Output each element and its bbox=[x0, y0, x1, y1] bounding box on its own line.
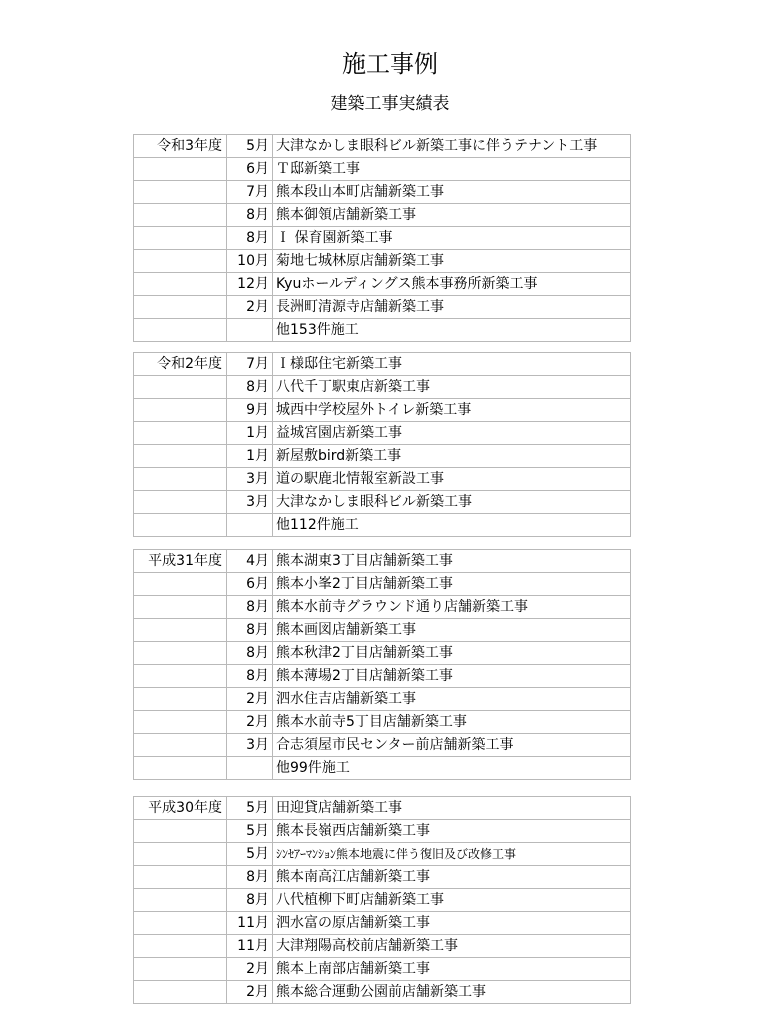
fiscal-year-cell bbox=[134, 158, 227, 181]
fiscal-year-cell bbox=[134, 491, 227, 514]
table-row bbox=[134, 665, 631, 688]
fiscal-year-cell bbox=[134, 227, 227, 250]
project-name-cell: Ｔ邸新築工事 bbox=[273, 158, 631, 181]
project-name-cell: 熊本小峯2丁目店舗新築工事 bbox=[273, 573, 631, 596]
month-cell: 8月 bbox=[227, 866, 273, 889]
month-cell: 6月 bbox=[227, 158, 273, 181]
table-row bbox=[134, 353, 631, 376]
fiscal-year-cell: 平成31年度 bbox=[134, 550, 227, 573]
project-name-cell: 大津なかしま眼科ビル新築工事 bbox=[273, 491, 631, 514]
table-row bbox=[134, 135, 631, 158]
works-table-reiwa3 bbox=[133, 134, 631, 342]
project-name-cell: 八代千丁駅東店新築工事 bbox=[273, 376, 631, 399]
table-row bbox=[134, 468, 631, 491]
month-cell bbox=[227, 514, 273, 537]
fiscal-year-cell bbox=[134, 181, 227, 204]
table-row bbox=[134, 445, 631, 468]
project-name-cell: 熊本御領店舗新築工事 bbox=[273, 204, 631, 227]
month-cell: 2月 bbox=[227, 958, 273, 981]
table-row bbox=[134, 514, 631, 537]
fiscal-year-cell bbox=[134, 665, 227, 688]
table-row bbox=[134, 734, 631, 757]
page-subtitle: 建築工事実績表 bbox=[330, 94, 450, 114]
project-name-cell: 益城宮園店新築工事 bbox=[273, 422, 631, 445]
table-row bbox=[134, 866, 631, 889]
month-cell: 4月 bbox=[227, 550, 273, 573]
table-row bbox=[134, 981, 631, 1004]
project-name-cell: 熊本段山本町店舗新築工事 bbox=[273, 181, 631, 204]
fiscal-year-cell bbox=[134, 711, 227, 734]
project-name-cell: 八代植柳下町店舗新築工事 bbox=[273, 889, 631, 912]
month-cell: 12月 bbox=[227, 273, 273, 296]
page-title: 施工事例 bbox=[342, 50, 438, 78]
fiscal-year-cell: 平成30年度 bbox=[134, 797, 227, 820]
month-cell: 6月 bbox=[227, 573, 273, 596]
project-name-cell: 泗水住吉店舗新築工事 bbox=[273, 688, 631, 711]
month-cell: 5月 bbox=[227, 135, 273, 158]
fiscal-year-cell: 令和2年度 bbox=[134, 353, 227, 376]
fiscal-year-cell bbox=[134, 866, 227, 889]
month-cell: 7月 bbox=[227, 353, 273, 376]
month-cell: 5月 bbox=[227, 797, 273, 820]
month-cell: 3月 bbox=[227, 491, 273, 514]
month-cell: 8月 bbox=[227, 619, 273, 642]
table-row bbox=[134, 642, 631, 665]
month-cell: 11月 bbox=[227, 935, 273, 958]
fiscal-year-cell bbox=[134, 688, 227, 711]
fiscal-year-cell bbox=[134, 376, 227, 399]
table-row bbox=[134, 797, 631, 820]
table-row bbox=[134, 935, 631, 958]
fiscal-year-cell bbox=[134, 843, 227, 866]
table-row bbox=[134, 319, 631, 342]
month-cell: 2月 bbox=[227, 296, 273, 319]
table-row bbox=[134, 688, 631, 711]
project-name-cell: 大津翔陽高校前店舗新築工事 bbox=[273, 935, 631, 958]
fiscal-year-cell bbox=[134, 204, 227, 227]
project-name-cell: 他153件施工 bbox=[273, 319, 631, 342]
table-row bbox=[134, 181, 631, 204]
month-cell: 8月 bbox=[227, 642, 273, 665]
fiscal-year-cell bbox=[134, 573, 227, 596]
month-cell: 2月 bbox=[227, 711, 273, 734]
project-name-cell: 城西中学校屋外トイレ新築工事 bbox=[273, 399, 631, 422]
fiscal-year-cell bbox=[134, 912, 227, 935]
table-row bbox=[134, 422, 631, 445]
fiscal-year-cell bbox=[134, 250, 227, 273]
table-row bbox=[134, 820, 631, 843]
project-name-cell: 新屋敷bird新築工事 bbox=[273, 445, 631, 468]
fiscal-year-cell bbox=[134, 757, 227, 780]
project-name-cell: 熊本総合運動公園前店舗新築工事 bbox=[273, 981, 631, 1004]
table-row bbox=[134, 376, 631, 399]
project-name-cell: 他99件施工 bbox=[273, 757, 631, 780]
project-name-cell: 菊地七城林原店舗新築工事 bbox=[273, 250, 631, 273]
month-cell: 5月 bbox=[227, 843, 273, 866]
project-name-cell: 熊本長嶺西店舗新築工事 bbox=[273, 820, 631, 843]
project-name-cell: Ｉ様邸住宅新築工事 bbox=[273, 353, 631, 376]
month-cell: 1月 bbox=[227, 445, 273, 468]
table-row bbox=[134, 912, 631, 935]
project-name-cell: 長洲町清源寺店舗新築工事 bbox=[273, 296, 631, 319]
fiscal-year-cell bbox=[134, 981, 227, 1004]
project-name-cell: 大津なかしま眼科ビル新築工事に伴うテナント工事 bbox=[273, 135, 631, 158]
month-cell bbox=[227, 319, 273, 342]
fiscal-year-cell bbox=[134, 935, 227, 958]
fiscal-year-cell bbox=[134, 468, 227, 491]
month-cell: 2月 bbox=[227, 688, 273, 711]
fiscal-year-cell bbox=[134, 596, 227, 619]
project-name-cell: 他112件施工 bbox=[273, 514, 631, 537]
works-table-reiwa2 bbox=[133, 352, 631, 537]
month-cell: 11月 bbox=[227, 912, 273, 935]
project-name-cell: 熊本薄場2丁目店舗新築工事 bbox=[273, 665, 631, 688]
table-row bbox=[134, 573, 631, 596]
project-name-cell: 熊本秋津2丁目店舗新築工事 bbox=[273, 642, 631, 665]
table-row bbox=[134, 158, 631, 181]
month-cell: 7月 bbox=[227, 181, 273, 204]
table-row bbox=[134, 550, 631, 573]
fiscal-year-cell bbox=[134, 445, 227, 468]
project-name-cell: 熊本南高江店舗新築工事 bbox=[273, 866, 631, 889]
fiscal-year-cell bbox=[134, 642, 227, 665]
project-name-cell: 泗水富の原店舗新築工事 bbox=[273, 912, 631, 935]
project-name-cell: 熊本水前寺5丁目店舗新築工事 bbox=[273, 711, 631, 734]
fiscal-year-cell bbox=[134, 889, 227, 912]
project-name-cell: 熊本水前寺グラウンド通り店舗新築工事 bbox=[273, 596, 631, 619]
month-cell: 3月 bbox=[227, 468, 273, 491]
table-row bbox=[134, 843, 631, 866]
month-cell: 1月 bbox=[227, 422, 273, 445]
fiscal-year-cell bbox=[134, 734, 227, 757]
fiscal-year-cell bbox=[134, 514, 227, 537]
table-row bbox=[134, 958, 631, 981]
month-cell: 8月 bbox=[227, 204, 273, 227]
table-row bbox=[134, 204, 631, 227]
works-table-heisei31 bbox=[133, 549, 631, 780]
fiscal-year-cell bbox=[134, 273, 227, 296]
project-name-cell: 熊本湖東3丁目店舗新築工事 bbox=[273, 550, 631, 573]
month-cell: 8月 bbox=[227, 596, 273, 619]
fiscal-year-cell bbox=[134, 319, 227, 342]
month-cell: 3月 bbox=[227, 734, 273, 757]
month-cell: 2月 bbox=[227, 981, 273, 1004]
month-cell: 8月 bbox=[227, 665, 273, 688]
table-row bbox=[134, 296, 631, 319]
month-cell: 5月 bbox=[227, 820, 273, 843]
fiscal-year-cell bbox=[134, 422, 227, 445]
fiscal-year-cell bbox=[134, 820, 227, 843]
month-cell bbox=[227, 757, 273, 780]
project-name-cell: 熊本画図店舗新築工事 bbox=[273, 619, 631, 642]
table-row bbox=[134, 757, 631, 780]
month-cell: 10月 bbox=[227, 250, 273, 273]
table-row bbox=[134, 399, 631, 422]
table-row bbox=[134, 491, 631, 514]
fiscal-year-cell: 令和3年度 bbox=[134, 135, 227, 158]
project-name-cell: ｼﾝｾｱｰﾏﾝｼｮﾝ熊本地震に伴う復旧及び改修工事 bbox=[273, 843, 631, 866]
table-row bbox=[134, 889, 631, 912]
month-cell: 8月 bbox=[227, 227, 273, 250]
works-table-heisei30 bbox=[133, 796, 631, 1004]
table-row bbox=[134, 711, 631, 734]
project-name-cell: 道の駅鹿北情報室新設工事 bbox=[273, 468, 631, 491]
project-name-cell: 熊本上南部店舗新築工事 bbox=[273, 958, 631, 981]
project-name-cell: Kyuホールディングス熊本事務所新築工事 bbox=[273, 273, 631, 296]
month-cell: 8月 bbox=[227, 889, 273, 912]
project-name-cell: 田迎貸店舗新築工事 bbox=[273, 797, 631, 820]
table-row bbox=[134, 596, 631, 619]
table-row bbox=[134, 250, 631, 273]
fiscal-year-cell bbox=[134, 619, 227, 642]
table-row bbox=[134, 273, 631, 296]
project-name-cell: 合志須屋市民センター前店舗新築工事 bbox=[273, 734, 631, 757]
project-name-cell: Ｉ 保育園新築工事 bbox=[273, 227, 631, 250]
table-row bbox=[134, 227, 631, 250]
fiscal-year-cell bbox=[134, 296, 227, 319]
month-cell: 8月 bbox=[227, 376, 273, 399]
month-cell: 9月 bbox=[227, 399, 273, 422]
fiscal-year-cell bbox=[134, 958, 227, 981]
fiscal-year-cell bbox=[134, 399, 227, 422]
table-row bbox=[134, 619, 631, 642]
